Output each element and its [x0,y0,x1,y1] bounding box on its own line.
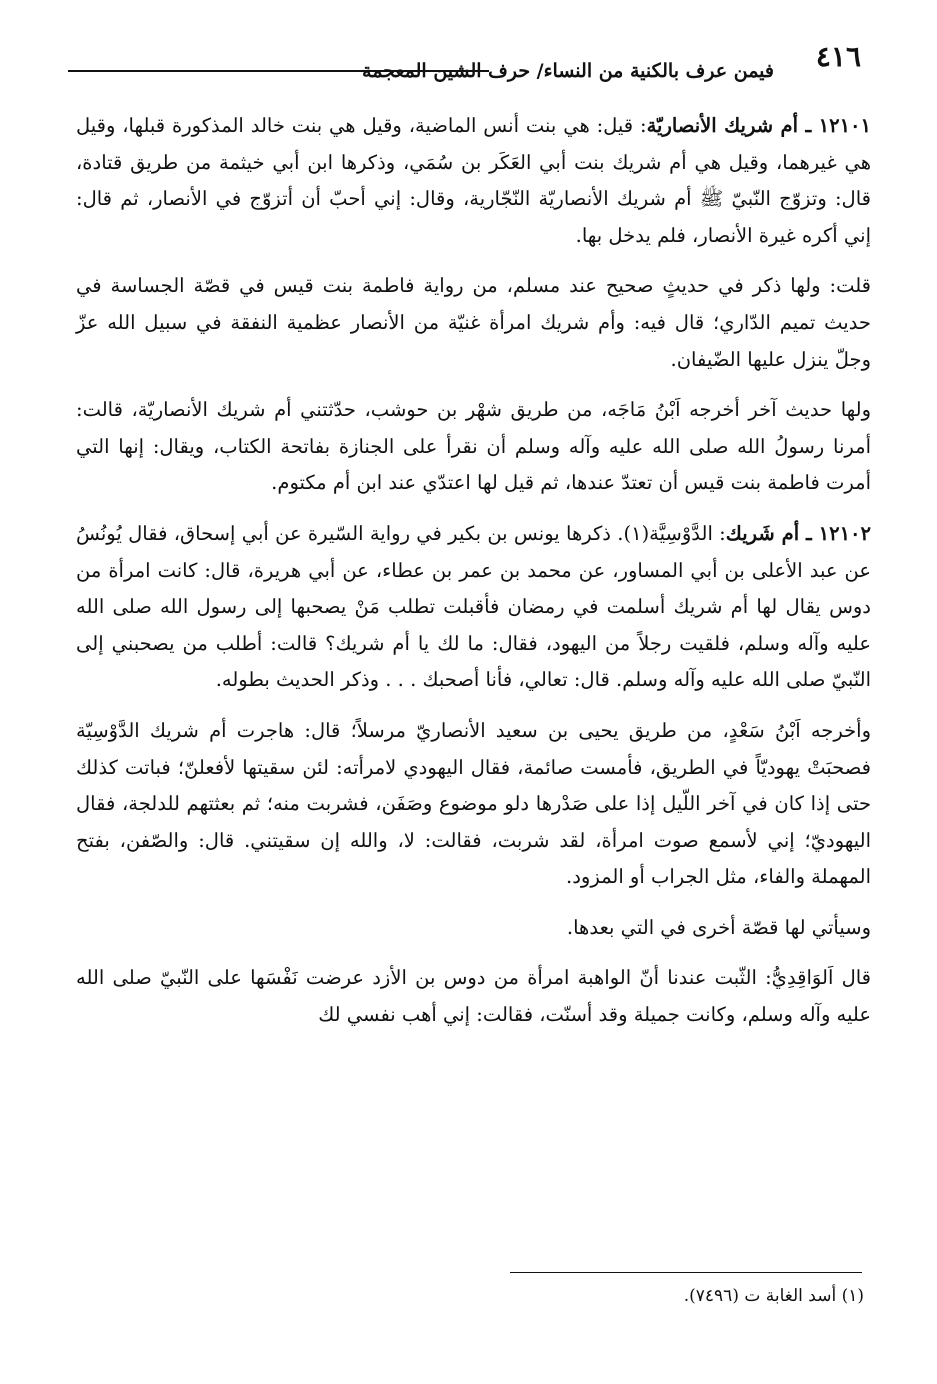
paragraph: قال اَلوَاقِدِيُّ: الثّبت عندنا أنّ الواهبة امرأة من دوس بن الأزد عرضت نَفْسَها على النّبيّ صلى الله عليه وآله وسلم، وكانت جميلة وقد أسنّت، فقالت: إني أهب نفسي لك [76,966,871,1027]
main-text [76,108,871,1048]
entry-heading: ١٢١٠١ ـ أم شريك الأنصاريّة [646,114,872,137]
paragraph: وأخرجه اَبْنُ سَعْدٍ، من طريق يحيى بن سعيد الأنصاريّ مرسلاً؛ قال: هاجرت أم شريك الدَّوْسِيّة فصحبَتْ يهوديّاً في الطريق، فأمست صائمة، فقال اليهودي لامرأته: لئن سقيتها لأفعلنّ؛ فباتت كذلك حتى إذا كان في آخر اللّيل إذا على صَدْرها دلو موضوع وصَفَن، فشربت منه؛ ثم بعثتهم للدلجة، فقال اليهوديّ؛ إني لأسمع صوت امرأة، لقد شربت، فقالت: لا، والله إن سقيتني. قال: والصّفن، بفتح المهملة والفاء، مثل الجراب أو المزود. [76,718,871,889]
header-rule [68,70,489,72]
paragraph: وسيأتي لها قصّة أخرى في التي بعدها. [566,915,871,939]
paragraph: قلت: ولها ذكر في حديثٍ صحيح عند مسلم، من رواية فاطمة بنت قيس في قصّة الجساسة في حديث تميم الدّاري؛ قال فيه: وأم شريك امرأة غنيّة من الأنصار عظمية النفقة في سبيل الله عزّ وجلّ ينزل عليها الضّيفان. [76,274,871,371]
footnote: (١) أسد الغابة ت (٧٤٩٦). [683,1286,864,1306]
entry-text: : الدَّوْسِيَّة(١). ذكرها يونس بن بكير في رواية السّيرة عن أبي إسحاق، فقال يُونُسُ عن عبد الأعلى بن أبي المساور، عن محمد بن عمر بن عطاء، عن أبي هريرة، قال: كانت امرأة من دوس يقال لها أم شريك أسلمت في رمضان فأقبلت تطلب مَنْ يصحبها إلى رسول الله صلى الله عليه وآله وسلم، فلقيت رجلاً من اليهود، فقال: ما لك يا أم شريك؟ قالت: أطلب من يصحبني إلى النّبيّ صلى الله عليه وآله وسلم. قال: تعالي، فأنا أصحبك . . . وذكر الحديث بطوله. [76,521,871,692]
entry-12102 [76,516,871,699]
paragraph: ولها حديث آخر أخرجه اَبْنُ مَاجَه، من طريق شهْر بن حوشب، حدّثتني أم شريك الأنصاريّة، قالت: أمرنا رسولُ الله صلى الله عليه وآله وسلم أن نقرأ على الجنازة بفاتحة الكتاب، ويقال: إنها التي أمرت فاطمة بنت قيس أن تعتدّ عندها، ثم قيل لها اعتدّي عند ابن أم مكتوم. [76,398,871,495]
entry-text: : قيل: هي بنت أنس الماضية، وقيل هي بنت خالد المذكورة قبلها، وقيل هي غيرهما، وقيل هي أم شريك بنت أبي العَكَر بن سُمَي، وذكرها ابن أبي خيثمة من طريق قتادة، قال: وتزوّج النّبيّ ﷺ أم شريك الأنصاريّة النّجّارية، وقال: إني أحبّ أن أتزوّج في الأنصار، ثم قال: إني أكره غيرة الأنصار، فلم يدخل بها. [76,114,871,247]
page-number: ٤١٦ [815,40,861,73]
running-title: فيمن عرف بالكنية من النساء/ حرف الشين المعجمة [362,60,774,82]
page-header [68,40,869,88]
entry-heading: ١٢١٠٢ ـ أم شَريك [725,521,872,545]
entry-12101 [76,108,871,254]
footnote-rule [510,1272,862,1273]
